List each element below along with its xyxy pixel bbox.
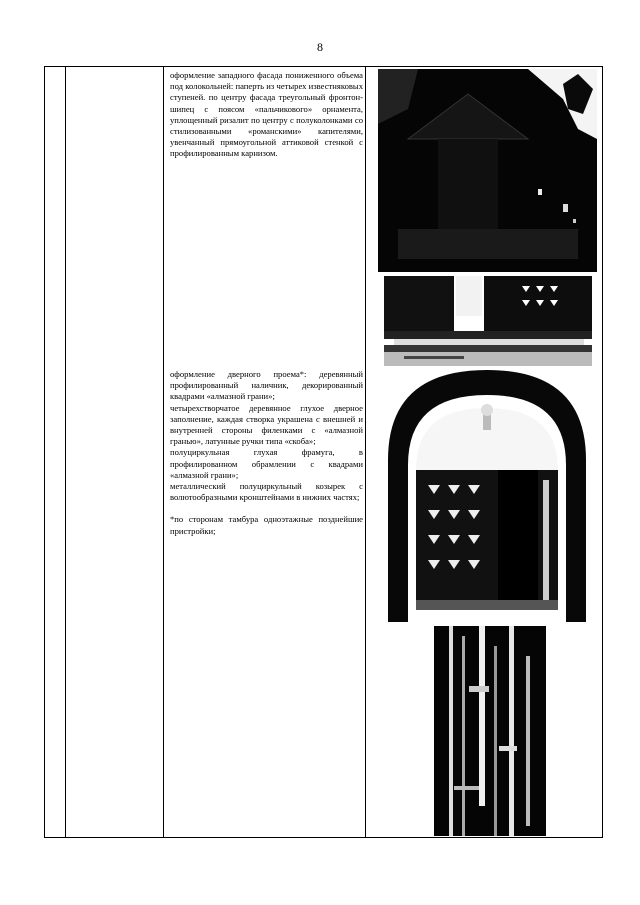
doorway-footnote: *по сторонам тамбура одноэтажные позднейшие пристройки; bbox=[170, 514, 363, 536]
column-divider-3 bbox=[365, 67, 366, 837]
page-number: 8 bbox=[317, 40, 323, 54]
doorway-paragraph-4: металлический полуциркульный козырек с волютообразными кронштейнами в нижних частях; bbox=[170, 481, 363, 503]
facade-photo bbox=[378, 69, 597, 272]
doorway-paragraph-3: полуциркульная глухая фрамуга, в профилированном обрамлении с квадрами «алмазной грани»; bbox=[170, 447, 363, 480]
doorway-spacer bbox=[170, 503, 363, 514]
doorway-paragraph-2: четырехстворчатое деревянное глухое дверное заполнение, каждая створка украшена с внешней и внутренней стороны филенками с «алмазной гранью», латунные ручки типа «скоба»; bbox=[170, 402, 363, 447]
facade-description-text: оформление западного фасада пониженного объема под колокольней: паперть из четырех известняковых ступеней. по центру фасада треугольный фронтон-шипец с поясом «пальчикового» орнамента, уплощенный ризалит по центру с полуколонками со стилизованными «романскими» капителями, увенчанный прямоугольной аттиковой стенкой с профилированным карнизом. bbox=[170, 70, 363, 159]
side-detail-photo bbox=[434, 626, 546, 836]
doorway-description bbox=[170, 369, 363, 537]
doorway-photo bbox=[388, 370, 586, 622]
column-divider-1 bbox=[65, 67, 66, 837]
description-table bbox=[44, 66, 603, 838]
doorway-paragraph-1: оформление дверного проема*: деревянный профилированный наличник, декорированный квадрами «алмазной грани»; bbox=[170, 369, 363, 402]
column-divider-2 bbox=[163, 67, 164, 837]
facade-description bbox=[170, 70, 363, 160]
porch-photo bbox=[384, 276, 592, 366]
